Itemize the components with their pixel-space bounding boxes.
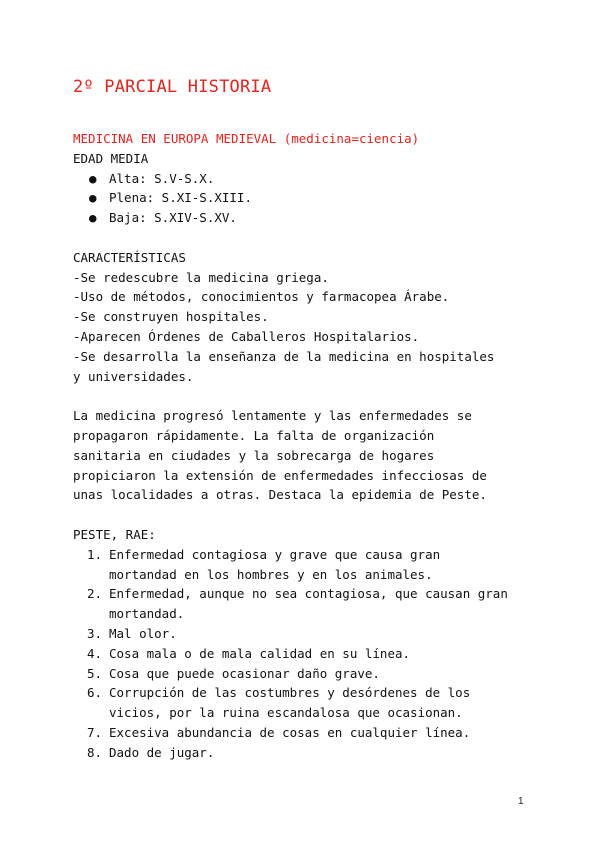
- bullet-icon: ●: [89, 190, 97, 206]
- blank-line: [73, 386, 543, 406]
- caracteristicas-label: CARACTERÍSTICAS: [73, 249, 186, 265]
- list-item-text: Alta: S.V-S.X.: [109, 170, 215, 186]
- item-number: 5.: [87, 665, 103, 681]
- list-item-text: Enfermedad, aunque no sea contagiosa, que causan gran mortandad.: [109, 586, 508, 622]
- caracteristica-line: -Aparecen Órdenes de Caballeros Hospitalarios.: [73, 328, 420, 344]
- list-item: [87, 683, 549, 723]
- blank-line: [73, 505, 543, 525]
- bullet-icon: ●: [89, 170, 97, 186]
- item-number: 4.: [87, 645, 103, 661]
- list-item-text: Mal olor.: [109, 625, 177, 641]
- list-item: [89, 169, 543, 189]
- edad-media-label: EDAD MEDIA: [73, 150, 149, 166]
- blank-line: [73, 228, 543, 248]
- section-heading: MEDICINA EN EUROPA MEDIEVAL (medicina=ciencia): [73, 131, 420, 146]
- list-item: [89, 188, 543, 208]
- peste-definitions-list: [73, 545, 543, 763]
- list-item: [87, 723, 549, 743]
- page-number: 1: [518, 796, 524, 807]
- peste-label: PESTE, RAE:: [73, 526, 156, 542]
- list-item: [87, 743, 549, 763]
- bullet-icon: ●: [89, 210, 97, 226]
- list-item-text: Cosa mala o de mala calidad en su línea.: [109, 645, 411, 661]
- document-body: [73, 129, 543, 763]
- list-item-text: Plena: S.XI-S.XIII.: [109, 190, 252, 206]
- list-item-text: Baja: S.XIV-S.XV.: [109, 210, 237, 226]
- list-item: [87, 664, 549, 684]
- list-item-text: Corrupción de las costumbres y desórdenes de los vicios, por la ruina escandalosa que ocasionan.: [109, 685, 471, 721]
- paragraph-line: propiciaron la extensión de enfermedades infecciosas de: [73, 467, 487, 483]
- edad-media-list: [73, 169, 543, 228]
- paragraph-line: La medicina progresó lentamente y las enfermedades se: [73, 408, 472, 424]
- item-number: 8.: [87, 744, 103, 760]
- paragraph-line: unas localidades a otras. Destaca la epidemia de Peste.: [73, 487, 487, 503]
- list-item-text: Cosa que puede ocasionar daño grave.: [109, 665, 380, 681]
- list-item: [89, 208, 543, 228]
- list-item: [87, 545, 549, 585]
- item-number: 1.: [87, 546, 103, 562]
- item-number: 6.: [87, 685, 103, 701]
- caracteristica-line: -Se redescubre la medicina griega.: [73, 269, 329, 285]
- list-item: [87, 624, 549, 644]
- item-number: 3.: [87, 625, 103, 641]
- caracteristica-line: -Se construyen hospitales.: [73, 309, 269, 325]
- item-number: 2.: [87, 586, 103, 602]
- caracteristica-line: -Se desarrolla la enseñanza de la medicina en hospitales: [73, 348, 495, 364]
- list-item-text: Dado de jugar.: [109, 744, 215, 760]
- caracteristica-line: y universidades.: [73, 368, 194, 384]
- list-item-text: Enfermedad contagiosa y grave que causa gran mortandad en los hombres y en los animales.: [109, 546, 441, 582]
- list-item: [87, 584, 549, 624]
- item-number: 7.: [87, 724, 103, 740]
- caracteristica-line: -Uso de métodos, conocimientos y farmacopea Árabe.: [73, 289, 450, 305]
- paragraph-line: propagaron rápidamente. La falta de organización: [73, 427, 435, 443]
- list-item: [87, 644, 549, 664]
- page-title: 2º PARCIAL HISTORIA: [73, 77, 272, 97]
- paragraph-line: sanitaria en ciudades y la sobrecarga de hogares: [73, 447, 435, 463]
- list-item-text: Excesiva abundancia de cosas en cualquier línea.: [109, 724, 471, 740]
